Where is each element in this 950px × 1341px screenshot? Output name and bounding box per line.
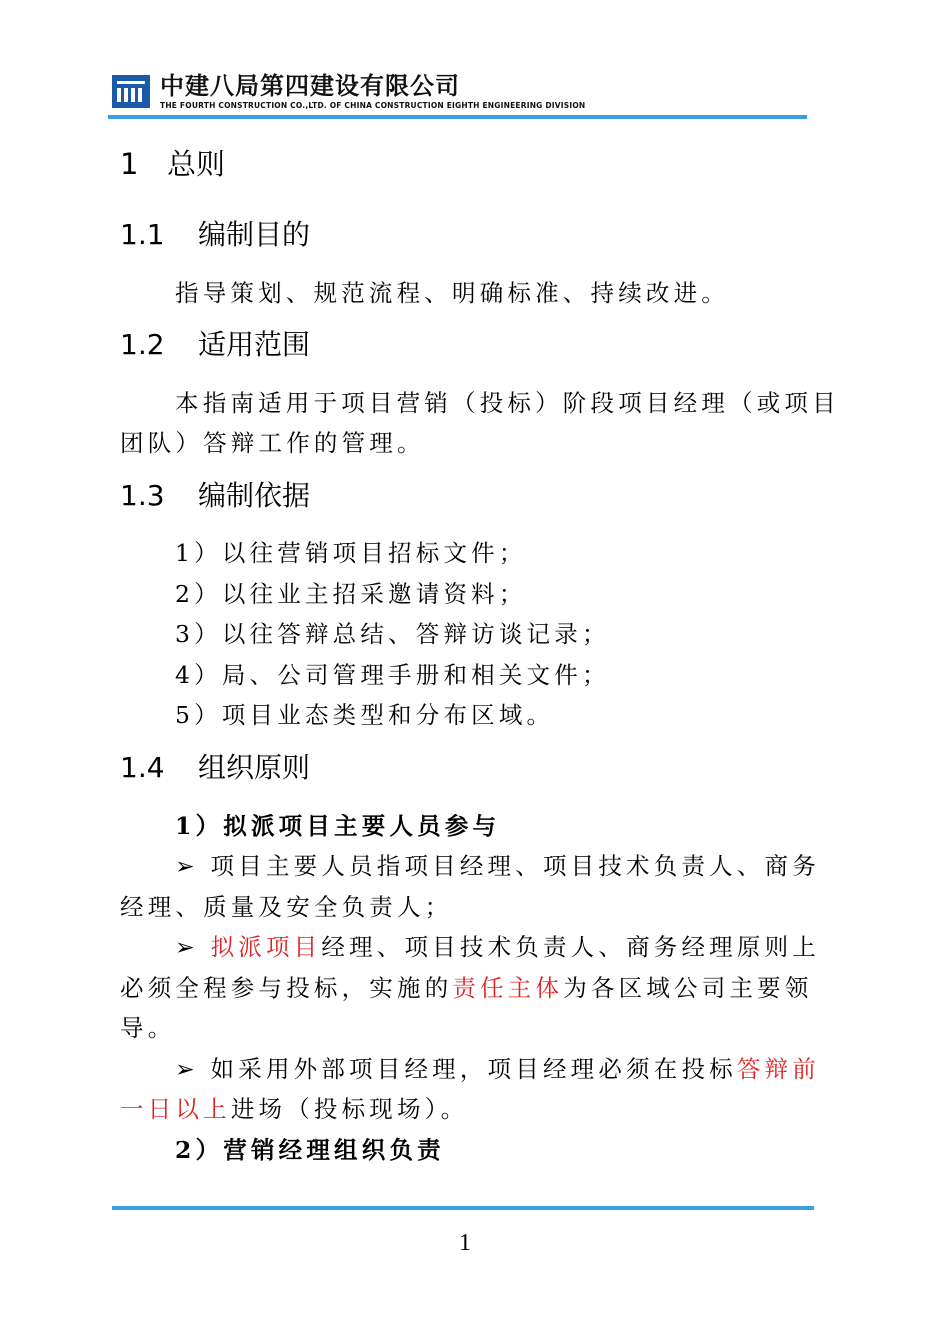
- basis-list-item: 3）以往答辩总结、答辩访谈记录；: [175, 620, 610, 648]
- bullet-text: 进场（投标现场）。: [230, 1095, 469, 1123]
- section-title: 编制依据: [198, 479, 311, 512]
- company-name-cn: 中建八局第四建设有限公司: [160, 72, 460, 100]
- section-number: 1.3: [120, 479, 165, 512]
- bullet-text: 为各区域公司主要领: [563, 974, 813, 1002]
- emphasis-text: 拟派项目: [210, 933, 322, 961]
- basis-list-item: 5）项目业态类型和分布区域。: [175, 701, 555, 729]
- section-title: 组织原则: [198, 751, 311, 784]
- emphasis-text: 答辩前: [736, 1055, 820, 1083]
- section-title: 编制目的: [198, 218, 311, 251]
- principle-subheading-2: 2）营销经理组织负责: [175, 1136, 445, 1164]
- principle-bullet-1-line-2: 经理、质量及安全负责人；: [120, 893, 453, 921]
- bullet-arrow: ➢: [175, 933, 211, 961]
- section-number: 1.4: [120, 751, 165, 784]
- principle-bullet-2-line-1: [175, 927, 820, 967]
- section-1-1-heading: [120, 217, 310, 253]
- section-1-2-heading: [120, 327, 310, 363]
- purpose-text: 指导策划、规范流程、明确标准、持续改进。: [175, 279, 729, 307]
- bullet-text: 经理、项目技术负责人、商务经理原则上: [321, 933, 820, 961]
- section-title: 适用范围: [198, 328, 311, 361]
- principle-subheading-1: 1）拟派项目主要人员参与: [175, 812, 501, 840]
- bullet-text: 必须全程参与投标，实施的: [120, 974, 453, 1002]
- basis-list-item: 2）以往业主招采邀请资料；: [175, 580, 527, 608]
- emphasis-text: 责任主体: [452, 974, 564, 1002]
- company-logo-icon: [112, 75, 150, 108]
- principle-bullet-1-line-1: ➢ 项目主要人员指项目经理、项目技术负责人、商务: [175, 852, 820, 880]
- scope-text-line-1: 本指南适用于项目营销（投标）阶段项目经理（或项目: [175, 389, 840, 417]
- basis-list-item: 4）局、公司管理手册和相关文件；: [175, 661, 610, 689]
- footer-divider: [112, 1206, 814, 1210]
- page-number: 1: [459, 1230, 471, 1256]
- principle-bullet-3-line-2: [120, 1089, 468, 1129]
- principle-bullet-2-line-3: 导。: [120, 1014, 176, 1042]
- emphasis-text: 一日以上: [120, 1095, 231, 1123]
- bullet-text: ➢ 如采用外部项目经理，项目经理必须在投标: [175, 1055, 737, 1083]
- principle-bullet-3-line-1: [175, 1049, 820, 1089]
- principle-bullet-2-line-2: [120, 968, 813, 1008]
- company-name-en: THE FOURTH CONSTRUCTION CO.,LTD. OF CHINA CONSTRUCTION EIGHTH ENGINEERING DIVISION: [160, 101, 586, 110]
- section-number: 1.1: [120, 218, 165, 251]
- section-number: 1.2: [120, 328, 165, 361]
- basis-list-item: 1）以往营销项目招标文件；: [175, 539, 527, 567]
- section-title: 总则: [167, 147, 226, 181]
- scope-text-line-2: 团队）答辩工作的管理。: [120, 429, 425, 457]
- section-1-3-heading: [120, 478, 310, 514]
- section-1-4-heading: [120, 750, 310, 786]
- section-number: 1: [120, 147, 139, 181]
- header-divider: [108, 115, 807, 119]
- section-1-heading: [120, 145, 225, 183]
